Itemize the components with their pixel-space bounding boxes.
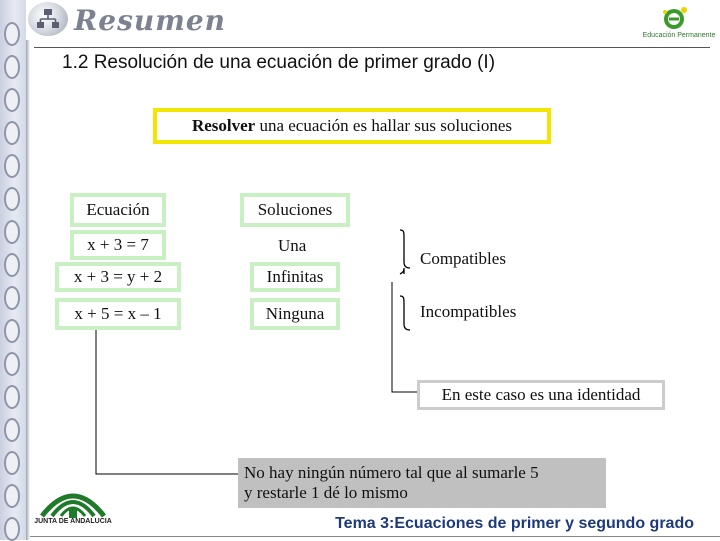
footer-rule	[30, 536, 720, 537]
definition-bold: Resolver	[191, 116, 256, 135]
brace-incompatible	[400, 296, 410, 330]
brace-compatible	[400, 230, 410, 268]
no-solution-line-1: No hay ningún número tal que al sumarle 5	[244, 463, 539, 482]
label-incompatibles: Incompatibles	[420, 302, 517, 321]
footer-topic: Tema 3:Ecuaciones de primer y segundo grado	[335, 515, 694, 532]
educacion-permanente-text: Educación Permanente	[642, 32, 716, 39]
equation-row-3: x + 5 = x – 1	[55, 298, 181, 330]
header-soluciones: Soluciones	[240, 193, 350, 227]
header-title: Resumen	[74, 4, 227, 37]
header-ecuacion: Ecuación	[70, 193, 166, 227]
equation-row-1: x + 3 = 7	[70, 230, 166, 260]
identity-connector	[392, 282, 420, 392]
slide-title: 1.2 Resolución de una ecuación de primer grado (I)	[62, 52, 496, 73]
no-solution-connector	[96, 330, 240, 474]
no-solution-note	[238, 458, 606, 508]
identity-note: En este caso es una identidad	[417, 380, 665, 410]
definition-box	[153, 108, 551, 144]
solution-row-1: Una	[278, 236, 307, 255]
label-compatibles: Compatibles	[420, 249, 506, 268]
definition-text: una ecuación es hallar sus soluciones	[255, 116, 513, 135]
junta-text: JUNTA DE ANDALUCIA	[34, 518, 112, 525]
no-solution-line-2: y restarle 1 dé lo mismo	[244, 483, 408, 502]
solution-row-3: Ninguna	[250, 298, 340, 330]
solution-row-2: Infinitas	[250, 262, 340, 292]
junta-de-andalucia-logo	[34, 478, 112, 522]
equation-row-2: x + 3 = y + 2	[55, 262, 181, 292]
